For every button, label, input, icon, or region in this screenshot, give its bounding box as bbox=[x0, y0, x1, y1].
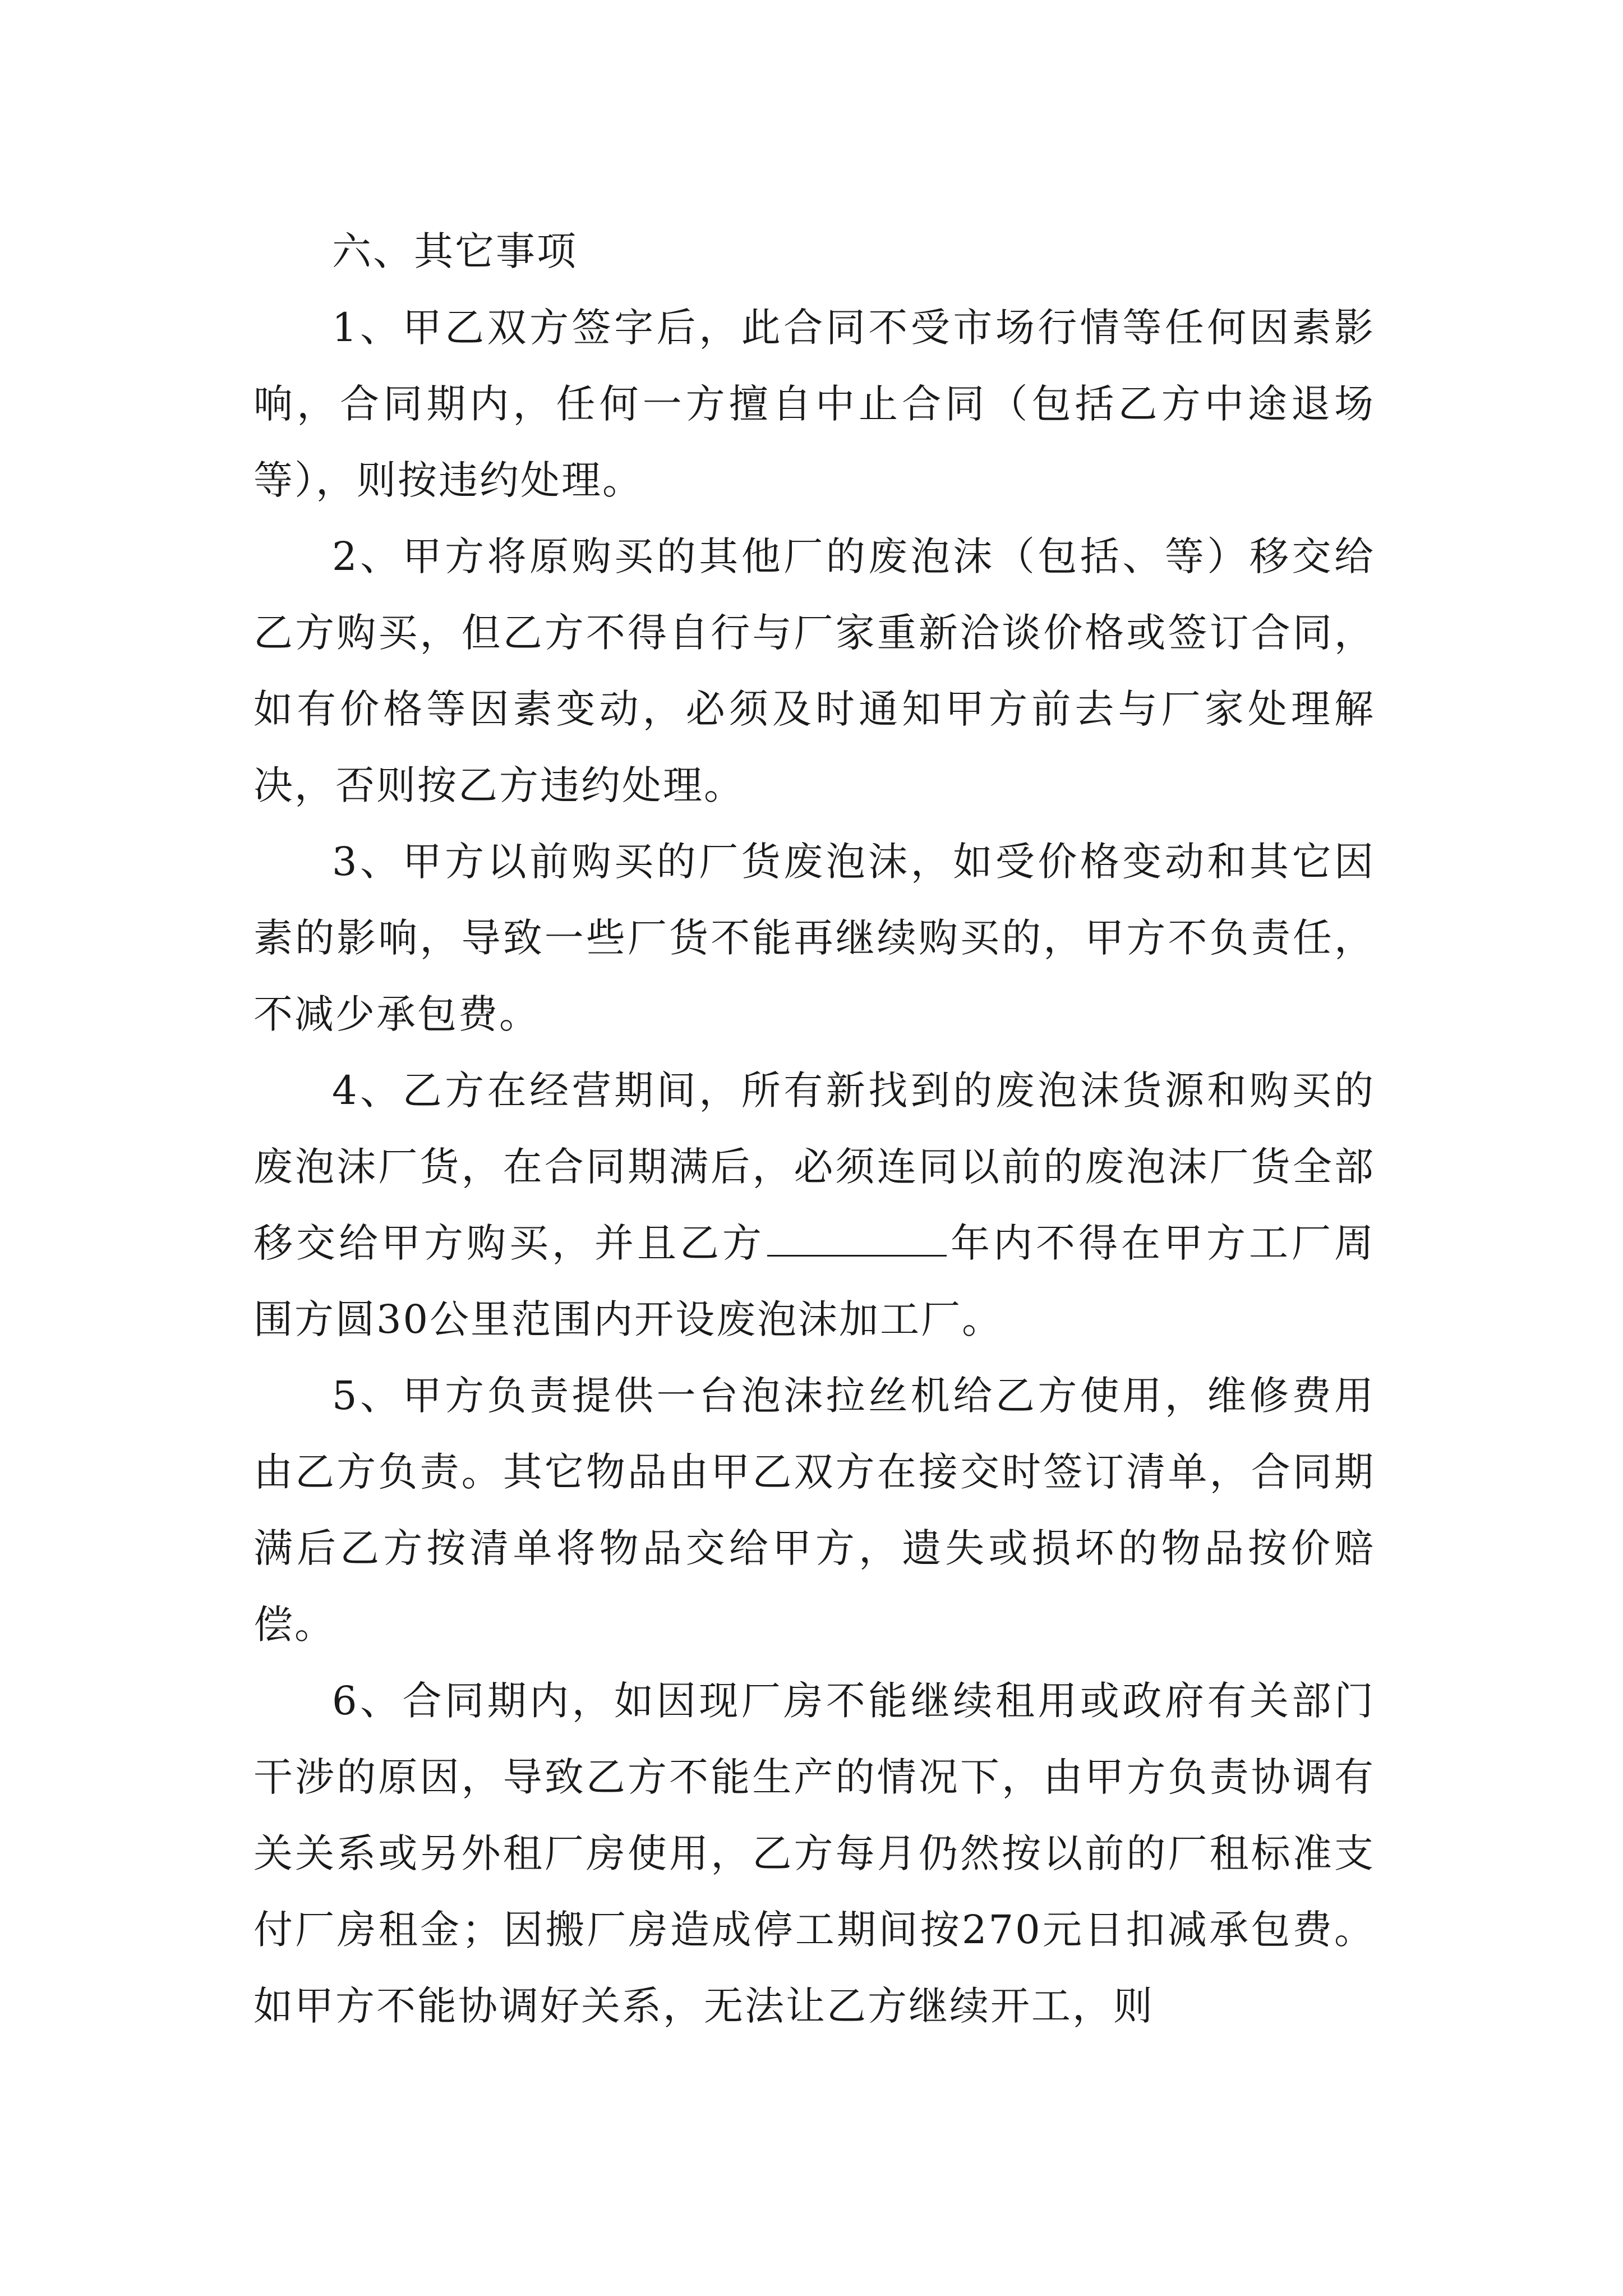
section-heading: 六、其它事项 bbox=[332, 228, 578, 274]
clause-1: 1、甲乙双方签字后，此合同不受市场行情等任何因素影响，合同期内，任何一方擅自中止合同（包括乙方中途退场等），则按违约处理。 bbox=[253, 305, 1375, 503]
clause-5: 5、甲方负责提供一台泡沫拉丝机给乙方使用，维修费用由乙方负责。其它物品由甲乙双方在接交时签订清单，合同期满后乙方按清单将物品交给甲方，遗失或损坏的物品按价赔偿。 bbox=[253, 1373, 1375, 1648]
blank-year-field bbox=[767, 1221, 947, 1257]
clause-4 bbox=[253, 1052, 1375, 1358]
clause-6: 6、合同期内，如因现厂房不能继续租用或政府有关部门干涉的原因，导致乙方不能生产的情况下，由甲方负责协调有关关系或另外租厂房使用，乙方每月仍然按以前的厂租标准支付厂房租金；因搬厂房造成停工期间按270元日扣减承包费。如甲方不能协调好关系，无法让乙方继续开工，则 bbox=[253, 1678, 1375, 2029]
clause-4-text-after: 年内不得在甲方工厂周围方圆30公里范围内开设废泡沫加工厂。 bbox=[253, 1220, 1375, 1342]
clause-2: 2、甲方将原购买的其他厂的废泡沫（包括、等）移交给乙方购买，但乙方不得自行与厂家重新洽谈价格或签订合同，如有价格等因素变动，必须及时通知甲方前去与厂家处理解决，否则按乙方违约处理。 bbox=[253, 533, 1375, 808]
clause-3: 3、甲方以前购买的厂货废泡沫，如受价格变动和其它因素的影响，导致一些厂货不能再继续购买的，甲方不负责任，不减少承包费。 bbox=[253, 839, 1375, 1037]
document-body bbox=[253, 213, 1375, 2044]
clause-4-text-before: 4、乙方在经营期间，所有新找到的废泡沫货源和购买的废泡沫厂货，在合同期满后，必须连同以前的废泡沫厂货全部移交给甲方购买，并且乙方 bbox=[253, 1068, 1375, 1266]
